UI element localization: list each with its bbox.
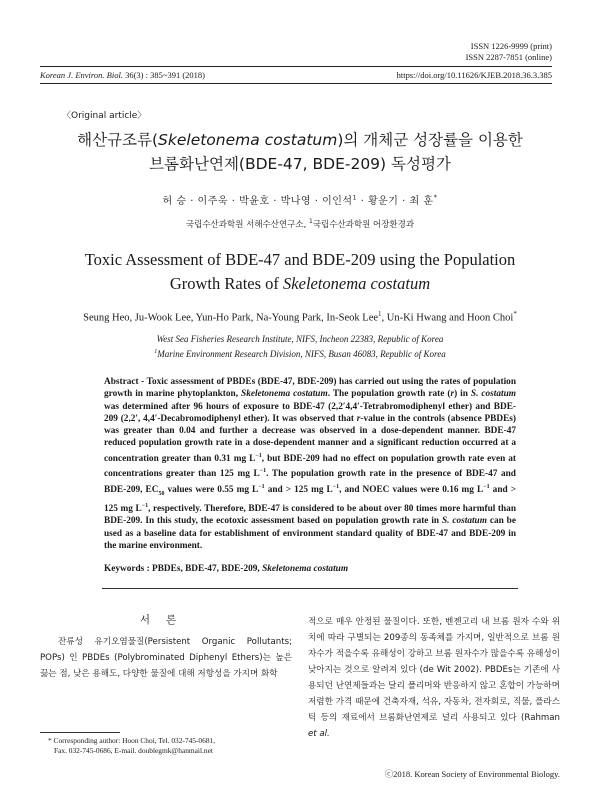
- affil-en-line1: West Sea Fisheries Research Institute, NIFS, Incheon 22383, Republic of Korea: [156, 334, 444, 344]
- title-korean-line1: [40, 128, 560, 152]
- divider: [102, 588, 518, 589]
- affiliation-korean: [40, 218, 560, 230]
- unit-exponent: −1: [258, 483, 265, 490]
- authors-en-text: Seung Heo, Ju-Wook Lee, Yun-Ho Park, Na-Young Park, In-Seok Lee: [83, 312, 379, 324]
- footnote: [48, 736, 215, 756]
- title-en-text: Growth Rates of: [169, 274, 284, 293]
- running-header: [40, 66, 552, 84]
- title-en-line1: Toxic Assessment of BDE-47 and BDE-209 using the Population: [84, 250, 516, 269]
- doi-link[interactable]: https://doi.org/10.11626/KJEB.2018.36.3.385: [396, 70, 552, 80]
- footnote-line2: Fax. 032-745-0686, E-mail. doublegmk@hanmail.net: [54, 746, 213, 755]
- keywords: [104, 564, 516, 574]
- keywords-label: Keywords :: [104, 564, 153, 574]
- unit-exponent: −1: [259, 468, 267, 475]
- affil-mark: 1: [378, 310, 382, 318]
- footnote-divider: [40, 732, 120, 733]
- abstract: [104, 376, 516, 552]
- intro-paragraph: 잔류성 유기오염물질(Persistent Organic Pollutants; POPs) 인 PBDEs (Polybrominated Diphenyl Ethers)는 높은 끓는 점, 낮은 용해도, 다양한 물질에 대해 저항성을 가지며 화학: [40, 637, 292, 679]
- affil-ko-text: 국립수산과학원 어장환경과: [312, 220, 415, 230]
- citation-etal: et al.: [308, 729, 330, 739]
- unit-exponent: −1: [141, 502, 149, 509]
- abstract-text: , respectively. Therefore, BDE-47 is considered to be about over 80 times more harmful than BDE-209. In this study, the ecotoxic assessment based on population growth rate in: [104, 503, 517, 527]
- keywords-text: PBDEs, BDE-47, BDE-209,: [152, 564, 263, 574]
- left-column: [40, 612, 292, 682]
- abstract-label: Abstract: [104, 377, 139, 387]
- affil-mark: 1: [308, 218, 313, 226]
- title-en-line2: [40, 272, 560, 296]
- footnote-line1: * Corresponding author: Hoon Choi, Tel. 032-745-0681,: [48, 736, 216, 745]
- issn-online: ISSN 2287-7851 (online): [465, 52, 552, 62]
- issn-print: ISSN 1226-9999 (print): [470, 41, 552, 51]
- title-ko-species: Skeletonema costatum: [158, 131, 338, 149]
- abstract-text: Toxic assessment of PBDEs (BDE-47, BDE-209) has carried out using the rates of population growth in marine phytoplankton,: [104, 377, 517, 400]
- authors-korean: [40, 192, 560, 207]
- unit-exponent: −1: [483, 483, 490, 490]
- title-korean-line2: 브롬화난연제(BDE-47, BDE-209) 독성평가: [149, 155, 451, 173]
- journal-name: Korean J. Environ. Biol.: [40, 70, 123, 80]
- section-heading: 서론: [139, 614, 193, 626]
- abstract-text: -value in the controls (absence PBDEs) was greater than 0.04 and further a decrease was observed in a dose-dependent manner. BDE-47 reduced population growth rate in a dose-dependent manner and a significant reduction occurred at a concentration greater than 0.31 mg L: [104, 413, 517, 464]
- variable-r: r: [356, 413, 361, 424]
- unit-exponent: −1: [255, 452, 262, 459]
- title-english: [40, 248, 560, 296]
- affil-en-line2: [40, 346, 560, 361]
- abstract-dash: -: [138, 377, 147, 387]
- abstract-text: was determined after 96 hours of exposure to BDE-47 (2,2′4,4′-Tetrabromodiphenyl ether) and BDE-209 (2,2′, 4,4′-Decabromodiphenyl ether). It was observed that: [104, 401, 516, 424]
- affil-mark: 1: [154, 349, 158, 355]
- corresponding-mark: *: [433, 193, 438, 202]
- affiliation-english: [40, 333, 560, 361]
- article-type: 〈Original article〉: [62, 111, 147, 121]
- species-name: S. costatum: [470, 389, 516, 400]
- abstract-text: values were 0.55 mg L: [164, 484, 259, 495]
- abstract-text: and > 125 mg L: [104, 484, 516, 514]
- affil-mark: 1: [352, 194, 357, 202]
- species-name: Skeletonema costatum: [241, 389, 328, 400]
- title-ko-text: 해산규조류(: [77, 131, 159, 149]
- title-korean: [40, 128, 560, 176]
- affil-ko-text: 국립수산과학원 서해수산연구소,: [185, 220, 309, 230]
- authors-ko-text: 허 승 · 이주욱 · 박윤호 · 박나영 · 이인석: [162, 196, 353, 207]
- copyright: ⓒ2018. Korean Society of Environmental Biology.: [384, 769, 560, 779]
- abstract-text: , but BDE-209 had no effect on population growth rate even at concentrations greater than 125 mg L: [104, 453, 517, 480]
- authors-en-text: , Un-Ki Hwang and Hoon Choi: [381, 312, 514, 324]
- issn-block: [466, 41, 552, 63]
- intro-paragraph-cont: 적으로 매우 안정된 물질이다. 또한, 벤젠고리 내 브롬 원자 수와 위치에 따라 구별되는 209종의 동족체를 가지며, 일반적으로 브롬 원자수가 적을수록 유해성이 강하고 브롬 원자수가 많을수록 유해성이 낮아지는 것으로 알려져 있다 (de Wit 2002). PBDEs는 기존에 사용되던 난연제들과는 달리 폴리머와 반응하지 않고 혼합이 가능하며 저렴한 가격 때문에 건축자재, 석유, 자동차, 전자회로, 직물, 플라스틱 등의 재료에서 브롬화난연제로 널리 사용되고 있다 (Rahman: [308, 617, 560, 723]
- title-en-species: Skeletonema costatum: [283, 274, 431, 293]
- journal-citation: [40, 70, 205, 80]
- volume-pages: 36(3) : 385~391 (2018): [122, 70, 205, 80]
- authors-ko-text: · 황운기 · 최 훈: [356, 196, 434, 207]
- abstract-text: and > 125 mg L: [264, 484, 333, 495]
- unit-exponent: −1: [332, 483, 340, 490]
- abstract-text: , and NOEC values were 0.16 mg L: [339, 484, 484, 495]
- right-column: [308, 614, 560, 742]
- abstract-text: ) in: [454, 389, 471, 400]
- ec50-subscript: 50: [158, 490, 165, 497]
- affil-en-text: Marine Environment Research Division, NIFS, Busan 46083, Republic of Korea: [157, 349, 446, 359]
- abstract-text: . The population growth rate (: [327, 389, 451, 400]
- keywords-species: Skeletonema costatum: [262, 564, 349, 574]
- variable-r: r: [450, 389, 455, 400]
- species-name: S. costatum: [441, 516, 487, 527]
- title-ko-text: )의 개체군 성장률을 이용한: [337, 131, 523, 149]
- abstract-text: can be used as a baseline data for establishment of environment standard quality of BDE-47 and BDE-209 in the marine environment.: [104, 516, 516, 551]
- abstract-text: . The population growth rate in the presence of BDE-47 and BDE-209, EC: [104, 469, 516, 495]
- corresponding-mark: *: [513, 310, 517, 318]
- authors-english: [40, 310, 560, 324]
